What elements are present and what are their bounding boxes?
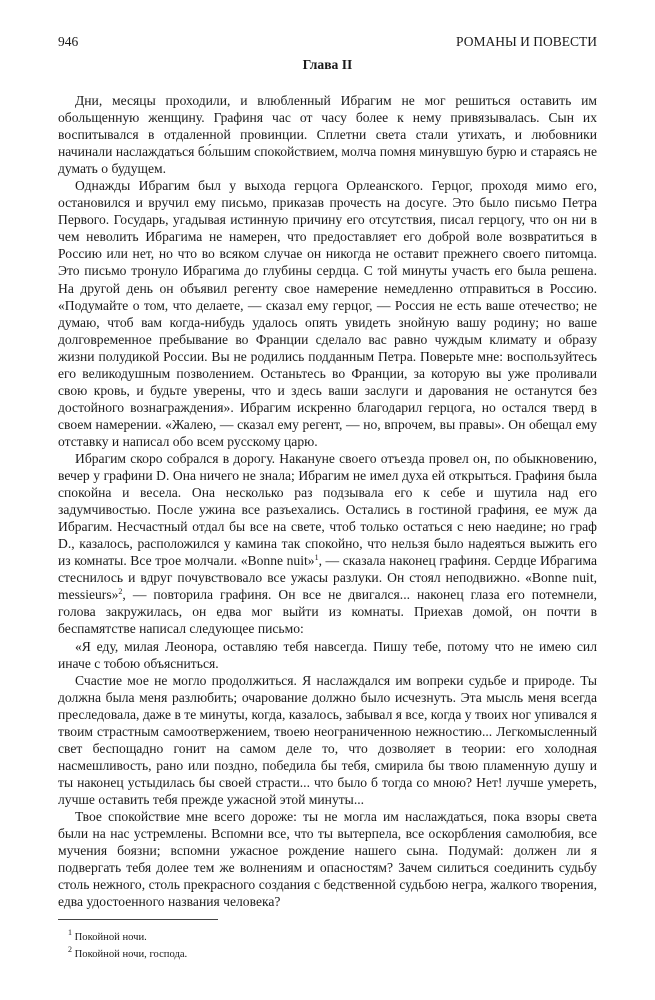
footnote-mark: 2: [68, 945, 72, 955]
paragraph-text: Ибрагим скоро собрался в дорогу. Накануне своего отъезда провел он, по обыкновению, вечер у графини D. Она ничего не знала; Ибрагим не имел духа ей открыться. Графиня была спокойна и весела. Она несколько раз подзывала его к себе и шутила над его задумчивостью. После ужина все разъехались. Остались в гостиной графиня, ее муж да Ибрагим. Несчастный отдал бы все на свете, чтоб только остаться с нею наедине; но граф D., казалось, расположился у камина так спокойно, что нельзя было надеяться выжить его из комнаты. Все трое молчали. «Bonne nuit»: [58, 450, 597, 569]
body-text: [58, 92, 597, 910]
book-page: [58, 34, 597, 963]
page-number: 946: [58, 34, 79, 49]
footnote: [58, 929, 597, 946]
running-title: РОМАНЫ И ПОВЕСТИ: [456, 34, 597, 49]
letter-paragraph: Твое спокойствие мне всего дороже: ты не могла им наслаждаться, пока взоры света были на нас устремлены. Вспомни все, что ты вытерпела, все оскорбления самолюбия, все мучения боязни; вспомни ужасное рождение нашего сына. Подумай: должен ли я подвергать тебя долее тем же волнениям и опасностям? Зачем силиться соединить судьбу столь нежного, столь прекрасного создания с бедственной судьбою негра, жалкого творения, едва удостоенного названия человека?: [58, 808, 597, 910]
paragraph: Однажды Ибрагим был у выхода герцога Орлеанского. Герцог, проходя мимо его, остановился и вручил ему письмо, приказав прочесть на досуге. Это было письмо Петра Первого. Государь, угадывая истинную причину его отсутствия, писал герцогу, что он ни в чем неволить Ибрагима не намерен, что предоставляет его доброй воле возвратиться в Россию или нет, но что во всяком случае он никогда не оставит прежнего своего питомца. Это письмо тронуло Ибрагима до глубины сердца. С той минуты участь его была решена. На другой день он объявил регенту свое намерение немедленно отправиться в Россию. «Подумайте о том, что делаете, — сказал ему герцог, — Россия не есть ваше отечество; не думаю, чтоб вам когда-нибудь удалось опять увидеть знойную вашу родину; но ваше долговременное пребывание во Франции сделало вас равно чуждым климату и образу жизни полудикой России. Вы не родились подданным Петра. Поверьте мне: воспользуйтесь его великодушным позволением. Останьтесь во Франции, за которую вы уже проливали свою кровь, и будьте уверены, что и здесь ваши заслуги и дарования не останутся без достойного вознаграждения». Ибрагим искренно благодарил герцога, но остался тверд в своем намерении. «Жалею, — сказал ему регент, — но, впрочем, вы правы». Он обещал ему отставку и написал обо всем русскому царю.: [58, 178, 597, 449]
chapter-title: Глава II: [302, 57, 353, 72]
footnote-divider: [58, 919, 218, 920]
footnote-ref: 1: [314, 553, 319, 563]
running-head: [58, 34, 597, 50]
footnotes: [58, 929, 597, 963]
letter-paragraph: «Я еду, милая Леонора, оставляю тебя навсегда. Пишу тебе, потому что не имею сил иначе с тобою объясниться.: [58, 638, 597, 671]
footnote-mark: 1: [68, 928, 72, 938]
paragraph: Дни, месяцы проходили, и влюбленный Ибрагим не мог решиться оставить им обольщенную женщину. Графиня час от часу более к нему привязывалась. Сын их воспитывался в отдаленной провинции. Сплетни света стали утихать, и любовники начинали наслаждаться бо́льшим спокойствием, молча помня минувшую бурю и стараясь не думать о будущем.: [58, 93, 597, 177]
paragraph-text: , — сказала наконец графиня. Сердце Ибрагима стеснилось и вдруг почувствовало все ужасы разлуки. Он стоял неподвижно. «Bonne nuit, messieurs»: [58, 553, 597, 603]
paragraph-text: , — повторила графиня. Он все не двигался... наконец глаза его потемнели, голова закружилась, он едва мог выйти из комнаты. Приехав домой, он почти в беспамятстве написал следующее письмо:: [58, 587, 597, 637]
footnote-text: Покойной ночи.: [74, 932, 147, 944]
footnote-ref: 2: [118, 587, 123, 597]
footnote-text: Покойной ночи, господа.: [74, 949, 188, 961]
letter-paragraph: Счастие мое не могло продолжиться. Я наслаждался им вопреки судьбе и природе. Ты должна была меня разлюбить; очарование должно было исчезнуть. Эта мысль меня всегда преследовала, даже в те минуты, когда, казалось, забывал я все, когда у твоих ног упивался я твоим страстным самоотвержением, твоею неограниченною нежностию... Легкомысленный свет беспощадно гонит на самом деле то, что дозволяет в теории: его холодная насмешливость, рано или поздно, победила бы тебя, смирила бы твою пламенную душу и ты наконец устыдилась бы своей страсти... что было б тогда со мною? Нет! лучше умереть, лучше оставить тебя прежде ужасной этой минуты...: [58, 672, 597, 807]
paragraph: [58, 450, 597, 638]
footnote: [58, 946, 597, 963]
